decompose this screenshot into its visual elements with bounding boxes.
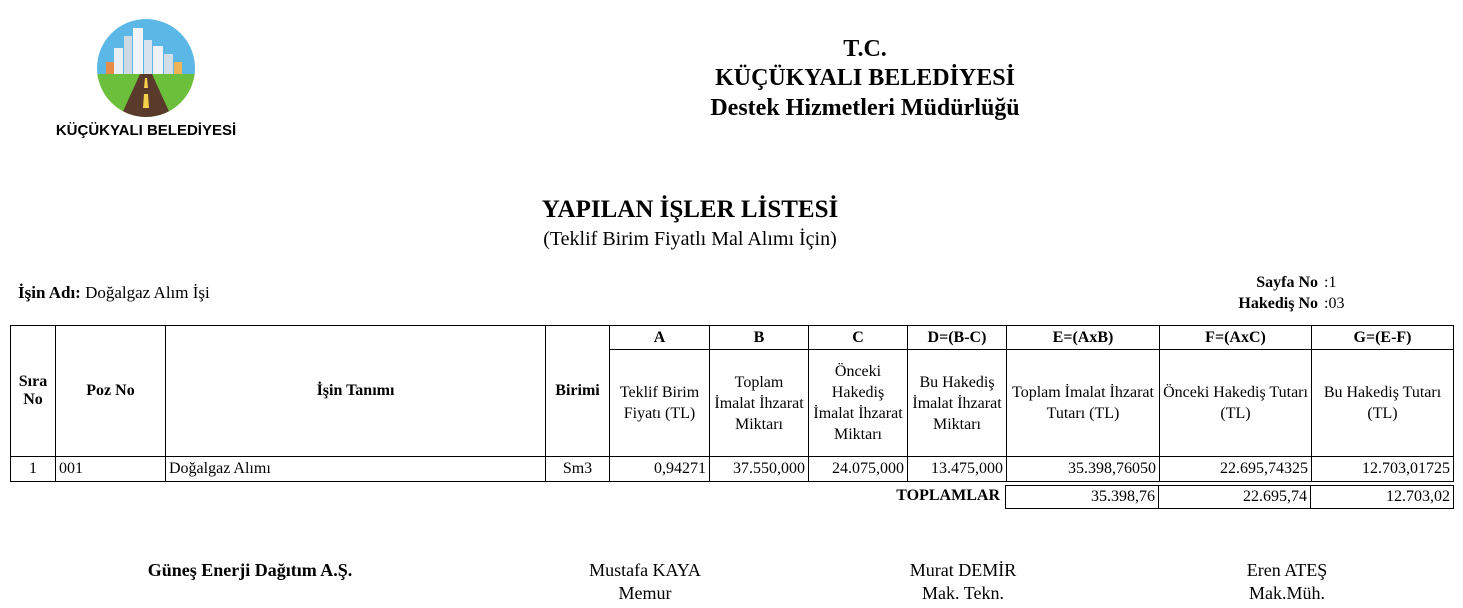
col-desc-f: Önceki Hakediş Tutarı (TL) <box>1160 350 1312 457</box>
col-header-sira: Sıra No <box>11 326 56 457</box>
logo-caption: KÜÇÜKYALI BELEDİYESİ <box>55 122 237 139</box>
signature-memur <box>515 559 775 605</box>
header-tc: T.C. <box>843 36 887 62</box>
signature-name: Mustafa KAYA <box>589 560 701 580</box>
signature-name: Eren ATEŞ <box>1246 560 1328 580</box>
job-name-label: İşin Adı: <box>18 283 81 302</box>
signature-role: Memur <box>618 583 672 603</box>
page-number-label: Sayfa No <box>1256 274 1318 291</box>
col-desc-g: Bu Hakediş Tutarı (TL) <box>1312 350 1454 457</box>
signature-contractor <box>120 559 380 582</box>
table-row <box>11 457 1454 482</box>
signature-name: Güneş Enerji Dağıtım A.Ş. <box>147 560 353 580</box>
job-name-value: Doğalgaz Alım İşi <box>85 283 210 302</box>
col-header-c: C <box>809 326 908 350</box>
header-department: Destek Hizmetleri Müdürlüğü <box>710 95 1020 121</box>
total-e: 35.398,76 <box>1006 486 1159 509</box>
col-header-d: D=(B-C) <box>908 326 1007 350</box>
col-header-poz: Poz No <box>56 326 166 457</box>
hakedis-number <box>1180 295 1344 313</box>
cell-tanim: Doğalgaz Alımı <box>166 457 546 482</box>
cell-c: 24.075,000 <box>809 457 908 482</box>
col-header-g: G=(E-F) <box>1312 326 1454 350</box>
municipality-logo <box>46 16 246 146</box>
cell-d: 13.475,000 <box>908 457 1007 482</box>
page-number-value: :1 <box>1324 274 1337 291</box>
col-desc-c: Önceki Hakediş İmalat İhzarat Miktarı <box>809 350 908 457</box>
signature-name: Murat DEMİR <box>909 560 1017 580</box>
totals-table <box>1005 485 1454 509</box>
totals-label: TOPLAMLAR <box>896 487 1000 504</box>
signature-role: Mak.Müh. <box>1249 583 1325 603</box>
col-header-birim: Birimi <box>546 326 610 457</box>
col-header-e: E=(AxB) <box>1007 326 1160 350</box>
signature-role: Mak. Tekn. <box>922 583 1004 603</box>
cell-birim: Sm3 <box>546 457 610 482</box>
cell-g: 12.703,01725 <box>1312 457 1454 482</box>
document-title: YAPILAN İŞLER LİSTESİ <box>541 196 839 223</box>
cell-b: 37.550,000 <box>710 457 809 482</box>
col-header-b: B <box>710 326 809 350</box>
cell-e: 35.398,76050 <box>1007 457 1160 482</box>
signature-engineer <box>1157 559 1417 605</box>
col-header-f: F=(AxC) <box>1160 326 1312 350</box>
job-name <box>18 283 210 303</box>
header-municipality: KÜÇÜKYALI BELEDİYESİ <box>715 65 1015 91</box>
col-header-a: A <box>610 326 710 350</box>
col-desc-e: Toplam İmalat İhzarat Tutarı (TL) <box>1007 350 1160 457</box>
works-table <box>10 325 1454 482</box>
cell-a: 0,94271 <box>610 457 710 482</box>
document-subtitle: (Teklif Birim Fiyatlı Mal Alımı İçin) <box>543 228 837 250</box>
col-desc-b: Toplam İmalat İhzarat Miktarı <box>710 350 809 457</box>
cell-poz: 001 <box>56 457 166 482</box>
cell-f: 22.695,74325 <box>1160 457 1312 482</box>
col-desc-d: Bu Hakediş İmalat İhzarat Miktarı <box>908 350 1007 457</box>
hakedis-number-value: :03 <box>1324 295 1345 312</box>
city-road-logo-icon <box>96 18 196 118</box>
total-f: 22.695,74 <box>1159 486 1311 509</box>
total-g: 12.703,02 <box>1311 486 1454 509</box>
cell-sira: 1 <box>11 457 56 482</box>
hakedis-number-label: Hakediş No <box>1238 295 1318 312</box>
col-desc-a: Teklif Birim Fiyatı (TL) <box>610 350 710 457</box>
page-number <box>1180 274 1336 292</box>
signature-technician <box>833 559 1093 605</box>
col-header-tanim: İşin Tanımı <box>166 326 546 457</box>
